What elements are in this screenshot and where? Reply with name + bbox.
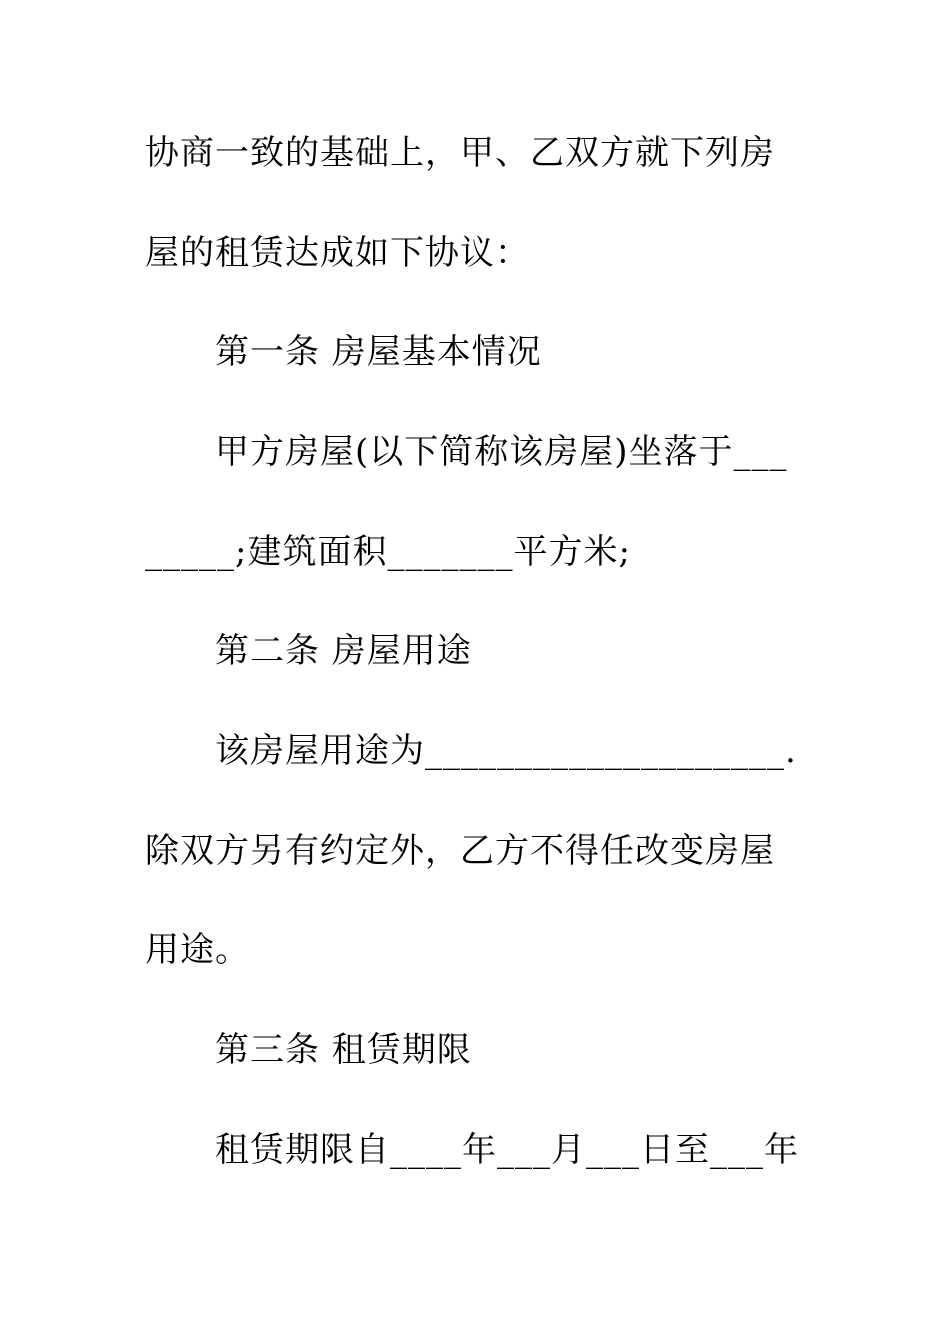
article-heading: 第一条 房屋基本情况 — [215, 332, 542, 372]
paragraph-line: 屋的租赁达成如下协议： — [145, 233, 530, 273]
article-heading: 第三条 租赁期限 — [215, 1030, 472, 1070]
paragraph-line: _____;建筑面积_______平方米; — [145, 532, 631, 572]
paragraph-line: 除双方另有约定外，乙方不得任改变房屋 — [145, 831, 775, 871]
paragraph-line: 协商一致的基础上，甲、乙双方就下列房 — [145, 133, 775, 173]
paragraph-line: 该房屋用途为____________________. — [215, 731, 797, 771]
paragraph-line: 甲方房屋(以下简称该房屋)坐落于___ — [215, 432, 788, 472]
paragraph-line: 租赁期限自____年___月___日至___年 — [215, 1130, 799, 1170]
article-heading: 第二条 房屋用途 — [215, 631, 472, 671]
paragraph-line: 用途。 — [145, 930, 250, 970]
